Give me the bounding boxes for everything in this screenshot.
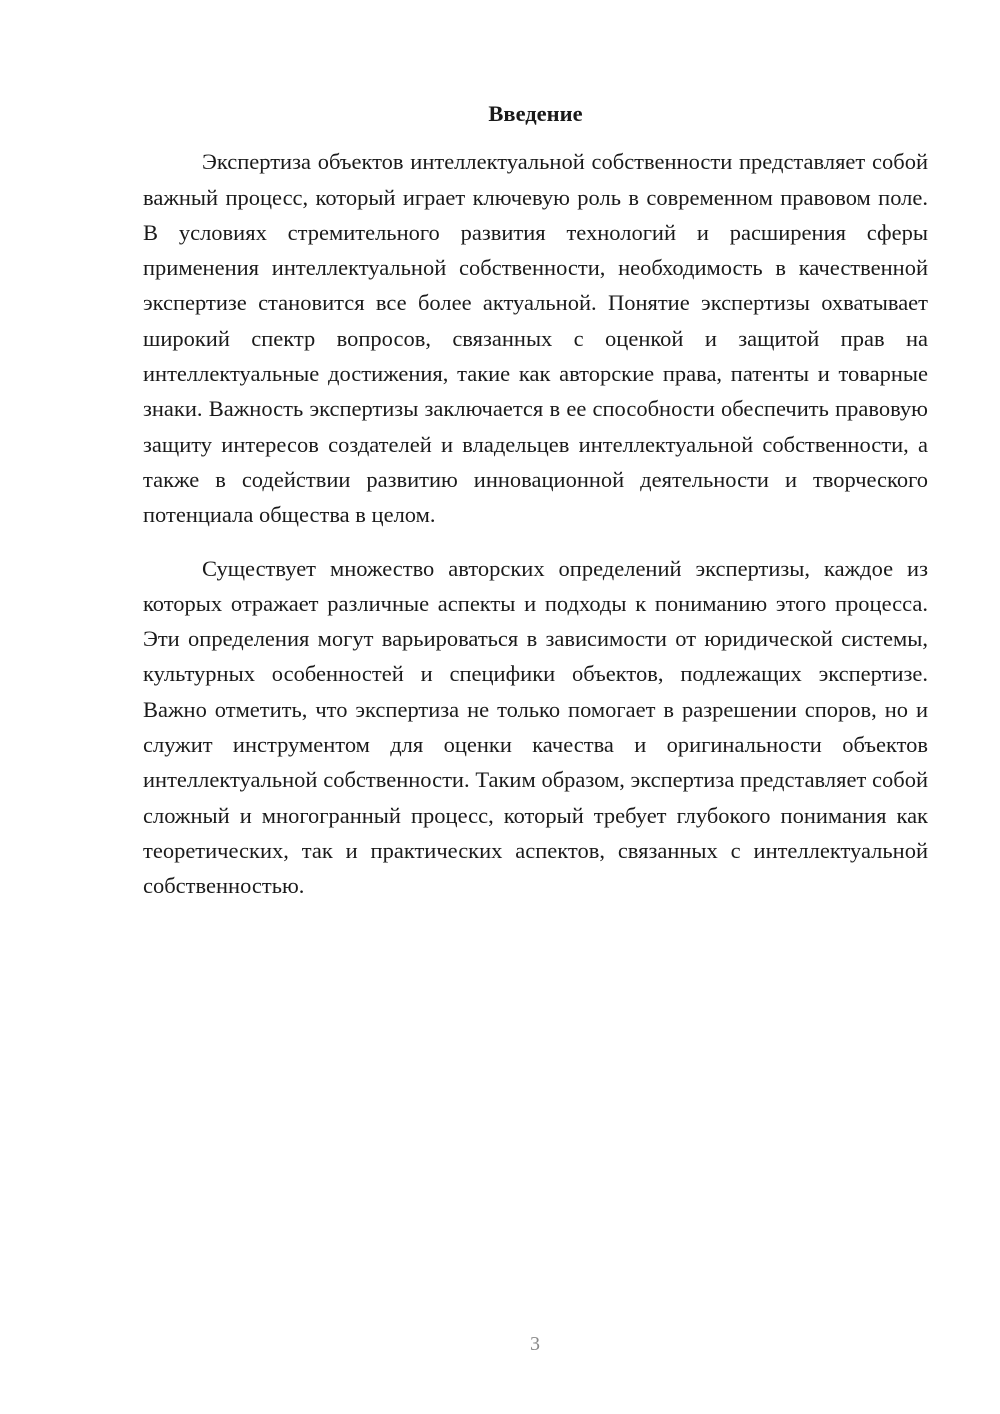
paragraph-1: Экспертиза объектов интеллектуальной собственности представляет собой важный процесс, который играет ключевую роль в современном правовом поле. В условиях стремительного развития технологий и расширения сферы применения интеллектуальной собственности, необходимость в качественной экспертизе становится все более актуальной. Понятие экспертизы охватывает широкий спектр вопросов, связанных с оценкой и защитой прав на интеллектуальные достижения, такие как авторские права, патенты и товарные знаки. Важность экспертизы заключается в ее способности обеспечить правовую защиту интересов создателей и владельцев интеллектуальной собственности, а также в содействии развитию инновационной деятельности и творческого потенциала общества в целом. bbox=[143, 149, 928, 528]
page-number: 3 bbox=[530, 1333, 540, 1355]
paragraph-2: Существует множество авторских определений экспертизы, каждое из которых отражает различные аспекты и подходы к пониманию этого процесса. Эти определения могут варьироваться в зависимости от юридической системы, культурных особенностей и специфики объектов, подлежащих экспертизе. Важно отметить, что экспертиза не только помогает в разрешении споров, но и служит инструментом для оценки качества и оригинальности объектов интеллектуальной собственности. Таким образом, экспертиза представляет собой сложный и многогранный процесс, который требует глубокого понимания как теоретических, так и практических аспектов, связанных с интеллектуальной собственностью. bbox=[143, 555, 928, 899]
section-title: Введение bbox=[488, 101, 583, 126]
page-content bbox=[143, 96, 928, 904]
